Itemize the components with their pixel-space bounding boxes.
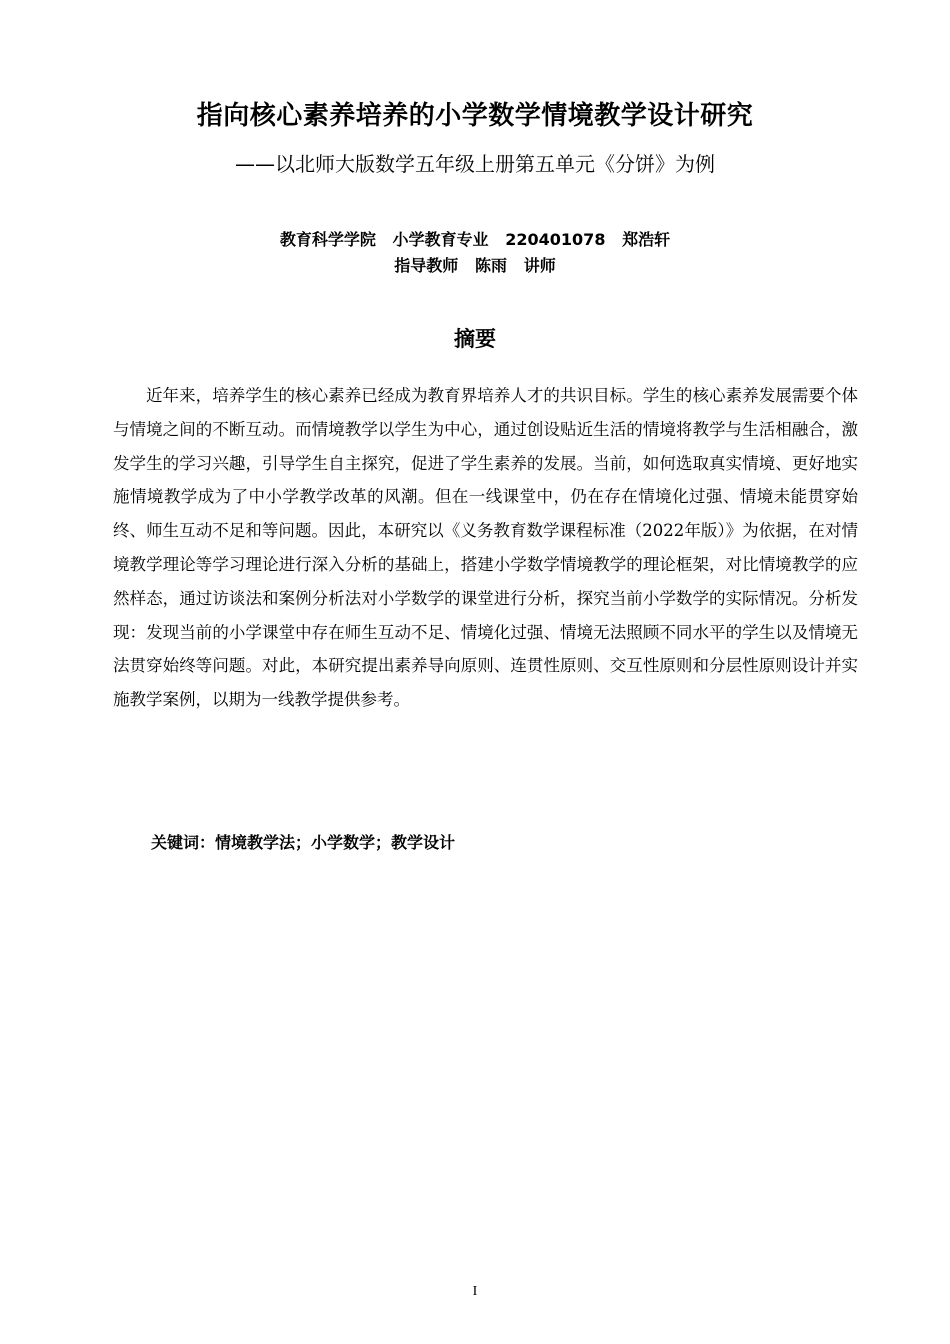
keywords: 关键词：情境教学法；小学数学；教学设计 — [151, 833, 456, 852]
paper-title: 指向核心素养培养的小学数学情境教学设计研究 — [196, 101, 754, 131]
abstract-heading: 摘要 — [454, 327, 496, 351]
page-number: I — [472, 1284, 478, 1299]
author-info: 教育科学学院 小学教育专业 220401078 郑浩轩 — [279, 230, 671, 249]
abstract-body: 近年来，培养学生的核心素养已经成为教育界培养人才的共识目标。学生的核心素养发展需要个体与情境之间的不断互动。而情境教学以学生为中心，通过创设贴近生活的情境将教学与生活相融合，激发学生的学习兴趣，引导学生自主探究，促进了学生素养的发展。当前，如何选取真实情境、更好地实施情境教学成为了中小学教学改革的风潮。但在一线课堂中，仍在存在情境化过强、情境未能贯穿始终、师生互动不足和等问题。因此，本研究以《义务教育数学课程标准（2022年版）》为依据，在对情境教学理论等学习理论进行深入分析的基础上，搭建小学数学情境教学的理论框架，对比情境教学的应然样态，通过访谈法和案例分析法对小学数学的课堂进行分析，探究当前小学数学的实际情况。分析发现：发现当前的小学课堂中存在师生互动不足、情境化过强、情境无法照顾不同水平的学生以及情境无法贯穿始终等问题。对此，本研究提出素养导向原则、连贯性原则、交互性原则和分层性原则设计并实施教学案例，以期为一线教学提供参考。 — [113, 386, 858, 710]
advisor-info: 指导教师 陈雨 讲师 — [394, 256, 556, 275]
paper-subtitle: ——以北师大版数学五年级上册第五单元《分饼》为例 — [235, 152, 715, 176]
